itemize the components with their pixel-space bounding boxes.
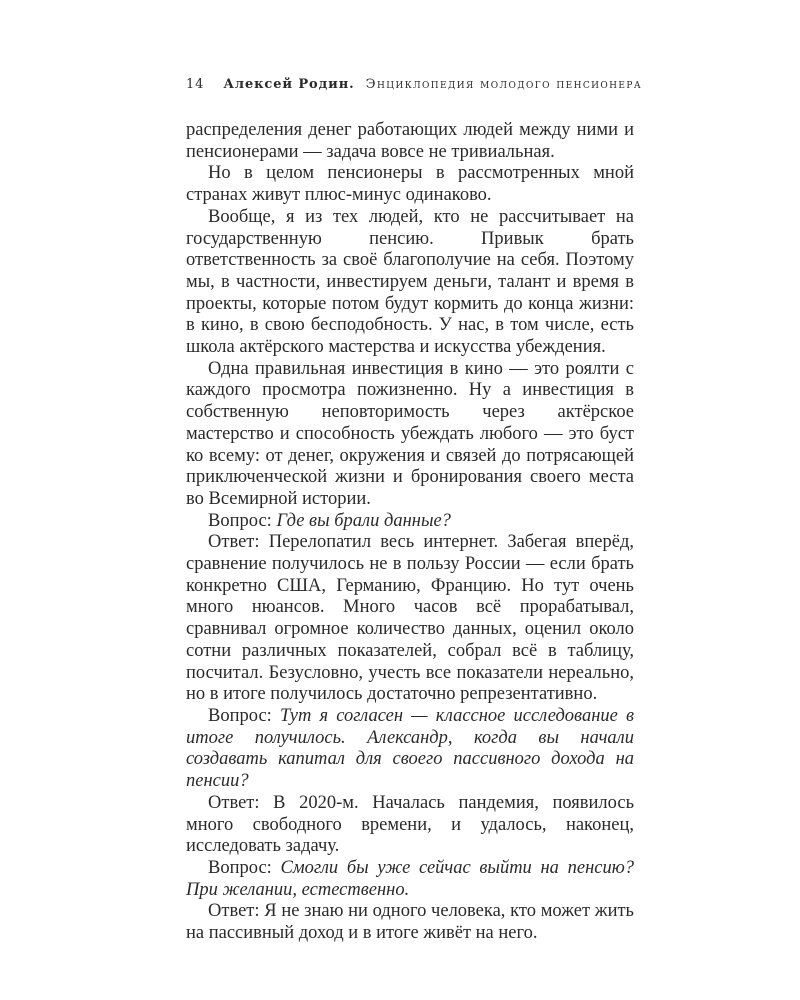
answer-text: Перелопатил весь интернет. Забегая вперёд, сравнение получилось не в пользу России — если брать конкретно США, Германию, Францию. Но тут очень много нюансов. Много часов всё прорабатывал, сравнивал огромное количество данных, оценил около сотни различных показателей, собрал всё в таблицу, посчитал. Безусловно, учесть все показатели нереально, но в итоге получилось достаточно репрезентативно. [186, 532, 635, 705]
answer-text: Я не знаю ни одного человека, кто может жить на пассивный доход и в итоге живёт на него. [186, 901, 634, 944]
interview-answer [186, 793, 634, 858]
question-text: Смогли бы уже сейчас выйти на пенсию? При желании, естественно. [186, 857, 635, 900]
running-head [186, 77, 643, 97]
running-head-title: Энциклопедия молодого пенсионера [365, 77, 643, 92]
paragraph: распределения денег работающих людей между ними и пенсионерами — задача вовсе не тривиальная. [186, 120, 634, 162]
interview-question [186, 706, 634, 793]
interview-answer [186, 901, 634, 944]
question-text: Где вы брали данные? [276, 510, 451, 531]
speaker-label: Ответ: [208, 901, 260, 922]
interview-question [186, 511, 634, 533]
paragraph: Вообще, я из тех людей, кто не рассчитывает на государственную пенсию. Привык брать ответственность за своё благополучие на себя. Поэтому мы, в частности, инвестируем деньги, талант и время в проекты, которые потом будут кормить до конца жизни: в кино, в свою бесподобность. У нас, в том числе, есть школа актёрского мастерства и искусства убеждения. [186, 206, 634, 358]
speaker-label: Вопрос: [208, 510, 272, 531]
speaker-label: Вопрос: [208, 857, 272, 878]
page-number: 14 [186, 77, 205, 92]
running-head-author: Алексей Родин. [223, 77, 355, 92]
paragraph: Но в целом пенсионеры в рассмотренных мной странах живут плюс-минус одинаково. [186, 163, 634, 206]
speaker-label: Ответ: [208, 532, 260, 553]
body-text [186, 120, 634, 945]
interview-answer [186, 532, 634, 706]
paragraph: Одна правильная инвестиция в кино — это роялти с каждого просмотра пожизненно. Ну а инвестиция в собственную неповторимость через актёрское мастерство и способность убеждать любого — это буст ко всему: от денег, окружения и связей до потрясающей приключенческой жизни и бронирования своего места во Всемирной истории. [186, 358, 634, 509]
speaker-label: Ответ: [208, 792, 260, 813]
speaker-label: Вопрос: [208, 705, 272, 726]
answer-text: В 2020-м. Началась пандемия, появилось много свободного времени, и удалось, наконец, исследовать задачу. [186, 792, 635, 857]
interview-question [186, 858, 634, 901]
question-text: Тут я согласен — классное исследование в итоге получилось. Александр, когда вы начали создавать капитал для своего пассивного дохода на пенсии? [186, 705, 634, 792]
